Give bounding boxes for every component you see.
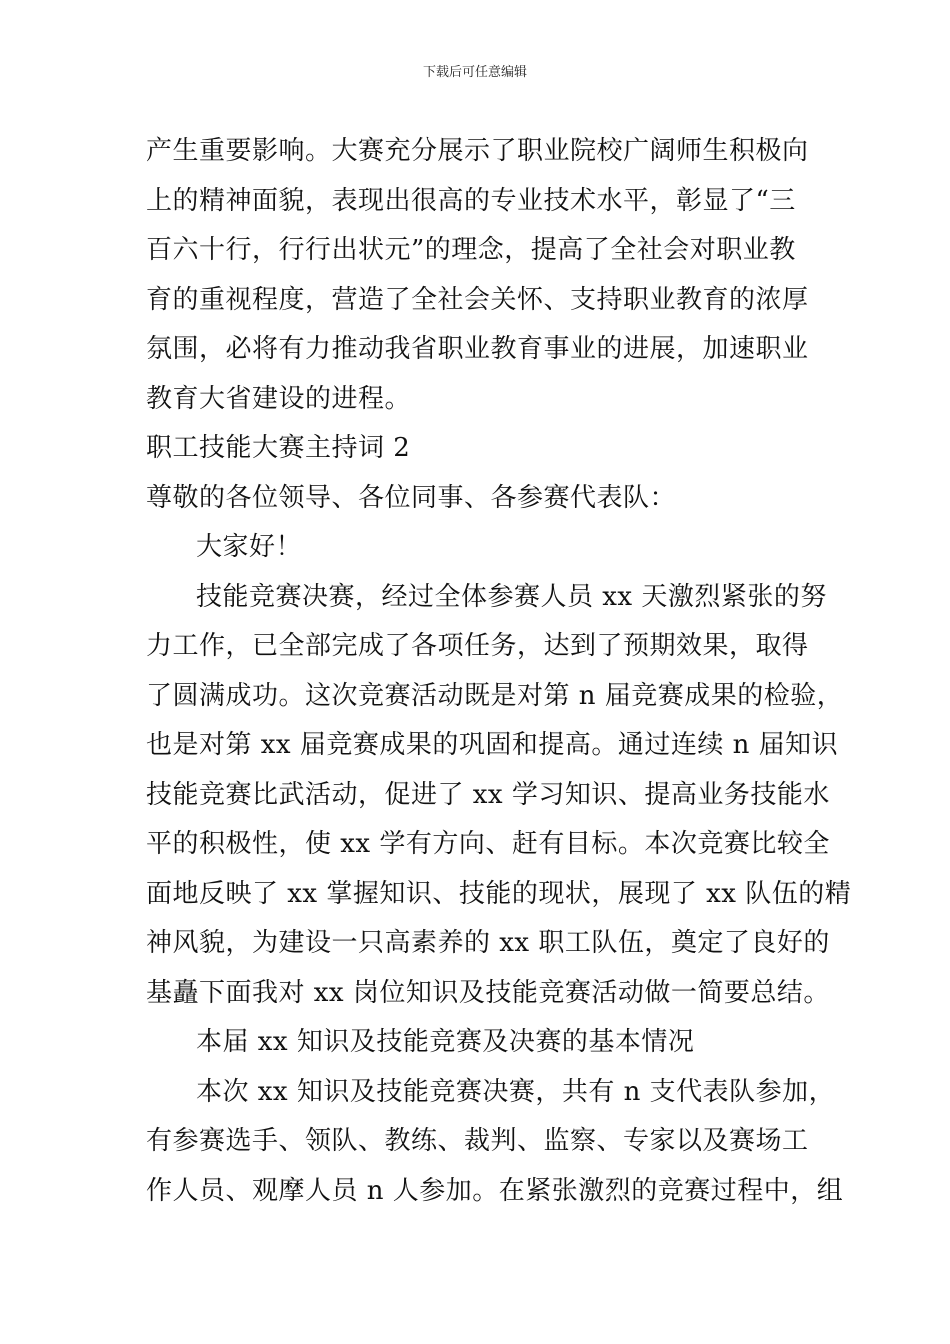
text-line: 技能竞赛比武活动，促进了 xx 学习知识、提高业务技能水 <box>146 779 830 810</box>
text-line: 力工作，已全部完成了各项任务，达到了预期效果，取得 <box>146 631 809 661</box>
text-line: 面地反映了 xx 掌握知识、技能的现状，展现了 xx 队伍的精 <box>146 878 852 909</box>
text-line: 神风貌，为建设一只高素养的 xx 职工队伍，奠定了良好的 <box>146 928 830 958</box>
text-line: 技能竞赛决赛，经过全体参赛人员 xx 天激烈紧张的努 <box>196 581 827 612</box>
document-body <box>146 127 852 1216</box>
text-line: 育的重视程度，营造了全社会关怀、支持职业教育的浓厚 <box>146 284 809 315</box>
text-line: 平的积极性，使 xx 学有方向、赶有目标。本次竞赛比较全 <box>146 829 830 859</box>
page-header: 下载后可任意编辑 <box>422 65 527 80</box>
text-line: 基矗下面我对 xx 岗位知识及技能竞赛活动做一简要总结。 <box>146 977 830 1008</box>
text-line: 尊敬的各位领导、各位同事、各参赛代表队： <box>146 482 677 513</box>
text-line: 产生重要影响。大赛充分展示了职业院校广阔师生积极向 <box>146 136 809 166</box>
text-line: 本次 xx 知识及技能竞赛决赛，共有 n 支代表队参加， <box>196 1076 836 1107</box>
text-line: 上的精神面貌，表现出很高的专业技术水平，彰显了“三 <box>146 185 796 216</box>
text-line: 本届 xx 知识及技能竞赛及决赛的基本情况 <box>196 1027 695 1057</box>
text-line: 作人员、观摩人员 n 人参加。在紧张激烈的竞赛过程中，组 <box>146 1175 844 1206</box>
text-line: 大家好！ <box>196 532 303 562</box>
text-line: 职工技能大赛主持词 2 <box>146 433 411 463</box>
text-line: 了圆满成功。这次竞赛活动既是对第 n 届竞赛成果的检验， <box>146 680 844 711</box>
text-line: 氛围，必将有力推动我省职业教育事业的进展，加速职业 <box>146 334 809 364</box>
text-line: 百六十行，行行出状元”的理念，提高了全社会对职业教 <box>146 235 796 265</box>
text-line: 有参赛选手、领队、教练、裁判、监察、专家以及赛场工 <box>146 1126 809 1156</box>
text-line: 也是对第 xx 届竞赛成果的巩固和提高。通过连续 n 届知识 <box>146 730 839 760</box>
text-line: 教育大省建设的进程。 <box>146 383 412 414</box>
